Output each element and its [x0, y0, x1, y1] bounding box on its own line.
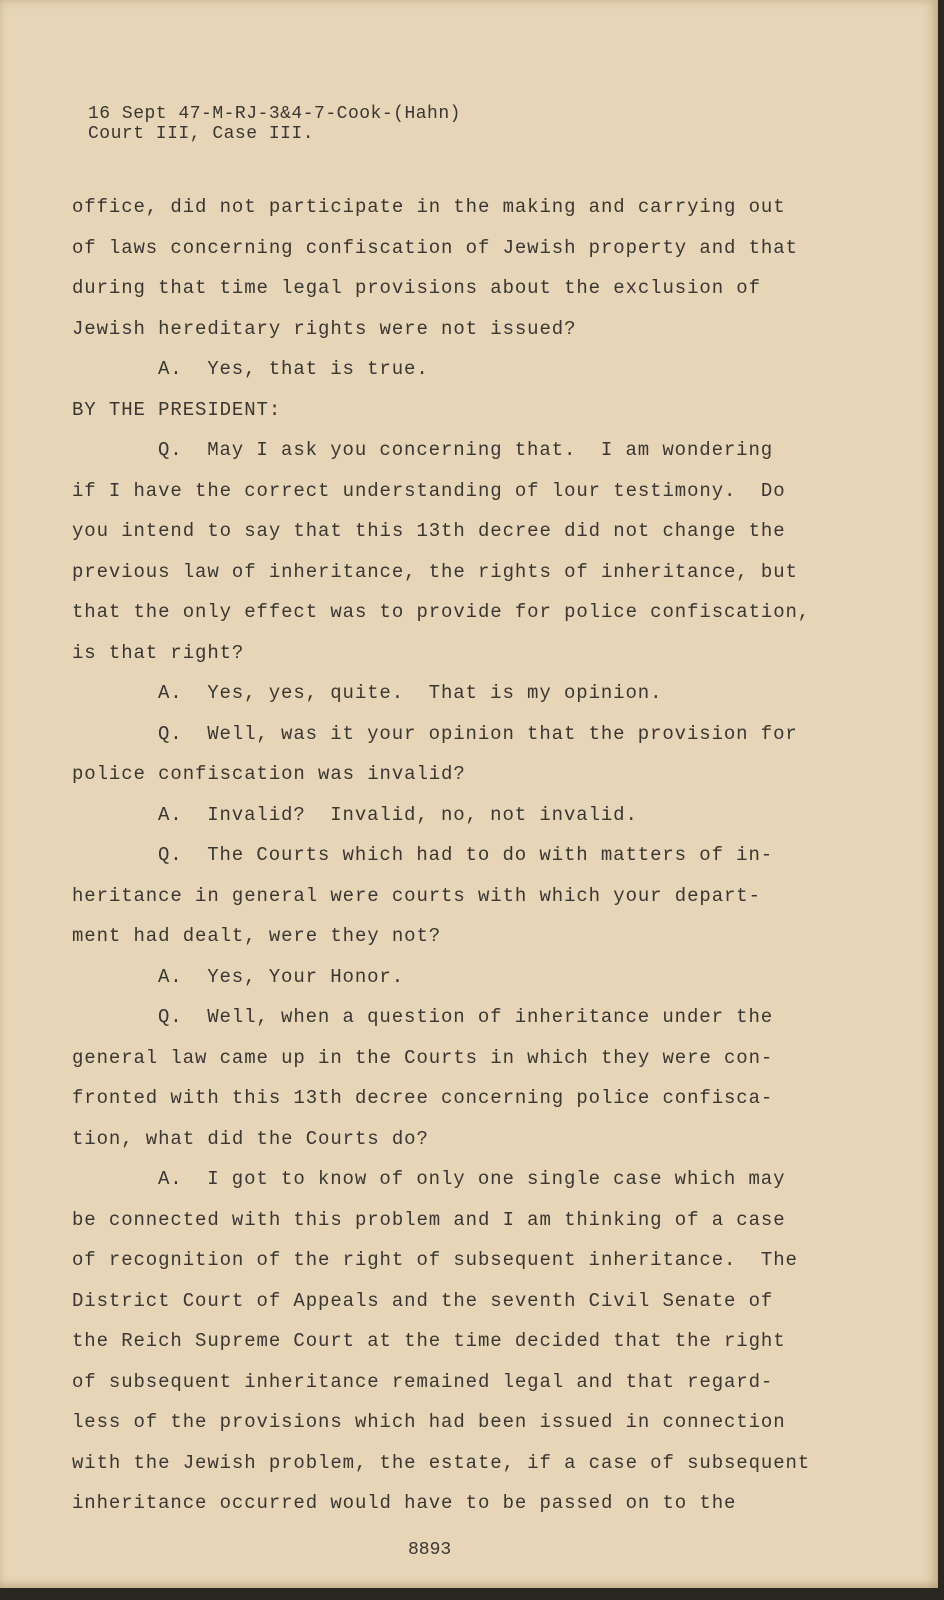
transcript-line: District Court of Appeals and the seventh Civil Senate of	[72, 1289, 774, 1312]
transcript-line: Q. Well, was it your opinion that the provision for	[158, 722, 798, 745]
transcript-line: tion, what did the Courts do?	[72, 1127, 429, 1150]
transcript-line: general law came up in the Courts in which they were con-	[72, 1046, 774, 1069]
header-court-line: Court III, Case III.	[88, 124, 315, 144]
transcript-line: heritance in general were courts with which your depart-	[72, 884, 761, 907]
transcript-line: A. Yes, Your Honor.	[158, 965, 405, 988]
transcript-line: Q. The Courts which had to do with matters of in-	[158, 844, 774, 866]
transcript-body	[72, 196, 822, 1533]
transcript-line: you intend to say that this 13th decree did not change the	[72, 520, 786, 542]
transcript-line: of recognition of the right of subsequent inheritance. The	[72, 1249, 798, 1271]
transcript-line: of subsequent inheritance remained legal and that regard-	[72, 1370, 774, 1393]
transcript-line: is that right?	[72, 641, 245, 664]
scan-edge	[938, 0, 944, 1600]
transcript-line: Q. Well, when a question of inheritance under the	[158, 1006, 774, 1028]
transcript-line: the Reich Supreme Court at the time decided that the right	[72, 1330, 786, 1352]
transcript-line: be connected with this problem and I am thinking of a case	[72, 1208, 786, 1231]
transcript-line: police confiscation was invalid?	[72, 763, 466, 785]
transcript-line: if I have the correct understanding of lour testimony. Do	[72, 479, 786, 502]
transcript-line: previous law of inheritance, the rights of inheritance, but	[72, 560, 798, 583]
transcript-line: inheritance occurred would have to be passed on to the	[72, 1492, 737, 1514]
transcript-line: A. Invalid? Invalid, no, not invalid.	[158, 803, 638, 826]
transcript-line: during that time legal provisions about the exclusion of	[72, 277, 761, 299]
transcript-line: fronted with this 13th decree concerning police confisca-	[72, 1087, 774, 1109]
transcript-line: Q. May I ask you concerning that. I am wondering	[158, 439, 774, 461]
transcript-line: A. Yes, that is true.	[158, 358, 429, 380]
transcript-header	[88, 104, 461, 144]
transcript-line: ment had dealt, were they not?	[72, 925, 442, 947]
transcript-line: A. Yes, yes, quite. That is my opinion.	[158, 682, 663, 704]
transcript-line: with the Jewish problem, the estate, if a case of subsequent	[72, 1451, 811, 1474]
transcript-line: A. I got to know of only one single case which may	[158, 1168, 786, 1190]
transcript-line: office, did not participate in the making and carrying out	[72, 196, 786, 218]
page-number: 8893	[408, 1540, 452, 1560]
transcript-line: less of the provisions which had been issued in connection	[72, 1411, 786, 1433]
transcript-line: that the only effect was to provide for police confiscation,	[72, 601, 811, 623]
transcript-line: Jewish hereditary rights were not issued?	[72, 317, 577, 340]
header-session-line: 16 Sept 47-M-RJ-3&4-7-Cook-(Hahn)	[88, 104, 461, 124]
transcript-line: of laws concerning confiscation of Jewish property and that	[72, 236, 798, 259]
transcript-line: BY THE PRESIDENT:	[72, 398, 282, 421]
